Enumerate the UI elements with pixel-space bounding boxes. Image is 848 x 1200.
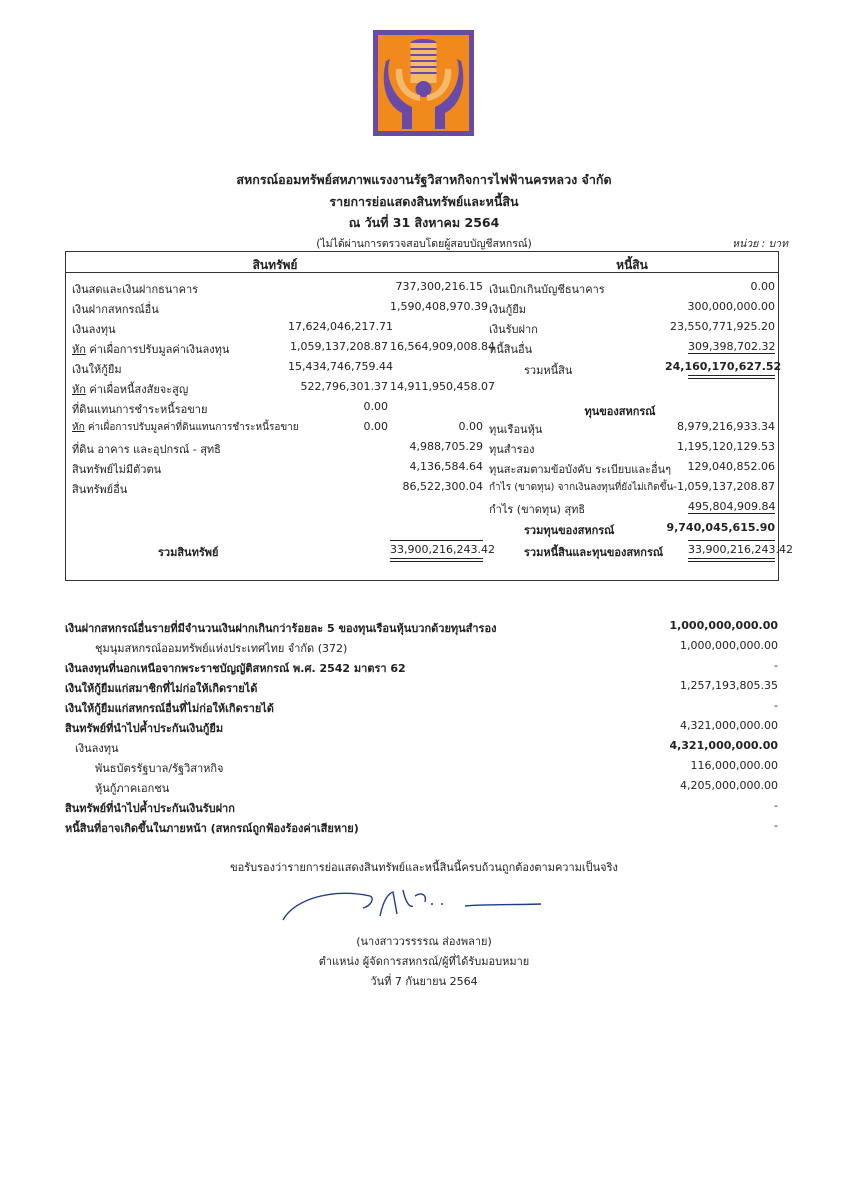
asset-sub-amount: 15,434,746,759.44 — [288, 360, 393, 373]
equity-label: ทุนเรือนหุ้น — [489, 423, 543, 436]
liabilities-total: 24,160,170,627.52 — [665, 360, 782, 373]
liability-label: เงินเบิกเกินบัญชีธนาคาร — [489, 283, 605, 296]
liability-label: หนี้สินอื่น — [489, 343, 533, 356]
equity-amount: 129,040,852.06 — [687, 460, 775, 473]
liabilities-heading: หนี้สิน — [616, 258, 648, 272]
note-amount: - — [774, 799, 778, 812]
assets-heading: สินทรัพย์ — [252, 258, 298, 272]
liability-amount: 300,000,000.00 — [687, 300, 775, 313]
as-of-date: ณ วันที่ 31 สิงหาคม 2564 — [348, 215, 500, 230]
note-label: สินทรัพย์ที่นำไปค้ำประกันเงินรับฝาก — [65, 802, 235, 815]
unit-label: หน่วย : บาท — [732, 238, 788, 250]
asset-amount: 4,136,584.64 — [409, 460, 483, 473]
note-amount: - — [774, 819, 778, 832]
liabilities-total-double-line — [688, 375, 775, 379]
asset-sub-amount: 0.00 — [363, 400, 388, 413]
asset-amount: 0.00 — [458, 420, 483, 433]
asset-sub-amount: 522,796,301.37 — [300, 380, 388, 393]
note-amount: 116,000,000.00 — [690, 759, 778, 772]
liability-amount: 309,398,702.32 — [688, 340, 776, 353]
note-label: พันธบัตรรัฐบาล/รัฐวิสาหกิจ — [95, 762, 224, 775]
asset-label: เงินฝากสหกรณ์อื่น — [72, 303, 159, 316]
less-prefix: หัก — [72, 343, 86, 356]
asset-sub-amount: 17,624,046,217.71 — [288, 320, 393, 333]
assets-total-double-line — [390, 558, 483, 562]
note-label: เงินฝากสหกรณ์อื่นรายที่มีจำนวนเงินฝากเกินกว่าร้อยละ 5 ของทุนเรือนหุ้นบวกด้วยทุนสำรอง — [65, 622, 497, 635]
signed-date: วันที่ 7 กันยายน 2564 — [370, 975, 478, 988]
equity-amount: -1,059,137,208.87 — [673, 480, 775, 493]
asset-label: ที่ดินแทนการชำระหนี้รอขาย — [72, 403, 208, 416]
asset-label-text: ค่าเผื่อหนี้สงสัยจะสูญ — [85, 383, 189, 396]
note-label: เงินให้กู้ยืมแก่สหกรณ์อื่นที่ไม่ก่อให้เกิดรายได้ — [65, 702, 274, 715]
equity-total: 9,740,045,615.90 — [666, 521, 775, 534]
asset-label: สินทรัพย์อื่น — [72, 483, 128, 496]
note-label: สินทรัพย์ที่นำไปค้ำประกันเงินกู้ยืม — [65, 722, 224, 735]
assets-total-label: รวมสินทรัพย์ — [158, 546, 219, 559]
less-prefix: หัก — [72, 383, 86, 396]
asset-sub-amount: 1,059,137,208.87 — [290, 340, 388, 353]
liability-amount: 0.00 — [750, 280, 775, 293]
asset-amount: 86,522,300.04 — [402, 480, 483, 493]
equity-amount: 1,195,120,129.53 — [677, 440, 775, 453]
equity-label: ทุนสำรอง — [489, 443, 535, 456]
asset-label: เงินสดและเงินฝากธนาคาร — [72, 283, 199, 296]
asset-label: เงินให้กู้ยืม — [72, 363, 122, 376]
note-label: เงินให้กู้ยืมแก่สมาชิกที่ไม่ก่อให้เกิดรายได้ — [65, 682, 258, 695]
less-prefix: หัก — [72, 422, 85, 433]
asset-label-text: ค่าเผื่อการปรับมูลค่าเงินลงทุน — [85, 343, 230, 356]
asset-amount: 16,564,909,008.84 — [390, 340, 495, 353]
equity-label: กำไร (ขาดทุน) จากเงินลงทุนที่ยังไม่เกิดขึ้น — [489, 482, 674, 493]
asset-label-text: ค่าเผื่อการปรับมูลค่าที่ดินแทนการชำระหนี้รอขาย — [84, 422, 299, 433]
liability-label: เงินกู้ยืม — [489, 303, 527, 316]
note-amount: - — [774, 699, 778, 712]
asset-label: ที่ดิน อาคาร และอุปกรณ์ - สุทธิ — [72, 443, 221, 456]
note-label: เงินลงทุนที่นอกเหนือจากพระราชบัญญัติสหกรณ์ พ.ศ. 2542 มาตรา 62 — [65, 662, 406, 675]
asset-amount: 737,300,216.15 — [395, 280, 483, 293]
liability-label: เงินรับฝาก — [489, 323, 538, 336]
audit-note: (ไม่ได้ผ่านการตรวจสอบโดยผู้สอบบัญชีสหกรณ์) — [316, 238, 532, 250]
note-amount: 4,205,000,000.00 — [680, 779, 778, 792]
note-label: หนี้สินที่อาจเกิดขึ้นในภายหน้า (สหกรณ์ถูกฟ้องร้องค่าเสียหาย) — [65, 822, 359, 835]
equity-amount: 8,979,216,933.34 — [677, 420, 775, 433]
certification-statement: ขอรับรองว่ารายการย่อแสดงสินทรัพย์และหนี้สินนี้ครบถ้วนถูกต้องตามความเป็นจริง — [230, 861, 618, 874]
note-label: เงินลงทุน — [75, 742, 119, 755]
asset-label — [72, 340, 229, 358]
signature — [275, 878, 545, 930]
assets-total — [390, 540, 495, 556]
signer-position: ตำแหน่ง ผู้จัดการสหกรณ์/ผู้ที่ได้รับมอบหมาย — [318, 955, 530, 968]
asset-amount: 1,590,408,970.39 — [390, 300, 488, 313]
equity-total-label: รวมทุนของสหกรณ์ — [524, 524, 615, 537]
cooperative-logo — [372, 29, 475, 137]
asset-label: เงินลงทุน — [72, 323, 116, 336]
asset-amount: 14,911,950,458.07 — [390, 380, 495, 393]
liabilities-total-label: รวมหนี้สิน — [524, 364, 573, 377]
grand-total-double-line — [688, 558, 775, 562]
equity-label: กำไร (ขาดทุน) สุทธิ — [489, 503, 586, 516]
note-amount: 4,321,000,000.00 — [680, 719, 778, 732]
note-amount: 1,000,000,000.00 — [680, 639, 778, 652]
note-label: หุ้นกู้ภาคเอกชน — [95, 782, 170, 795]
asset-amount: 4,988,705.29 — [409, 440, 483, 453]
note-amount: - — [774, 659, 778, 672]
note-amount: 4,321,000,000.00 — [669, 739, 778, 752]
liability-amount: 23,550,771,925.20 — [670, 320, 775, 333]
asset-label: สินทรัพย์ไม่มีตัวตน — [72, 463, 162, 476]
grand-total-value: 33,900,216,243.42 — [688, 543, 793, 556]
report-title: รายการย่อแสดงสินทรัพย์และหนี้สิน — [329, 194, 519, 209]
grand-total-label: รวมหนี้สินและทุนของสหกรณ์ — [524, 546, 664, 559]
note-amount: 1,000,000,000.00 — [669, 619, 778, 632]
equity-label: ทุนสะสมตามข้อบังคับ ระเบียบและอื่นๆ — [489, 463, 672, 476]
grand-total — [688, 540, 793, 556]
note-label: ชุมนุมสหกรณ์ออมทรัพย์แห่งประเทศไทย จำกัด (372) — [95, 642, 348, 655]
signer-name: (นางสาววรรรรณ ส่องพลาย) — [356, 935, 492, 948]
equity-amount: 495,804,909.84 — [688, 500, 776, 513]
org-name: สหกรณ์ออมทรัพย์สหภาพแรงงานรัฐวิสาหกิจการไฟฟ้านครหลวง จำกัด — [236, 172, 612, 187]
assets-total-value: 33,900,216,243.42 — [390, 543, 495, 556]
asset-label — [72, 420, 299, 435]
asset-sub-amount: 0.00 — [363, 420, 388, 433]
asset-label — [72, 380, 188, 398]
equity-heading: ทุนของสหกรณ์ — [584, 405, 656, 418]
note-amount: 1,257,193,805.35 — [680, 679, 778, 692]
